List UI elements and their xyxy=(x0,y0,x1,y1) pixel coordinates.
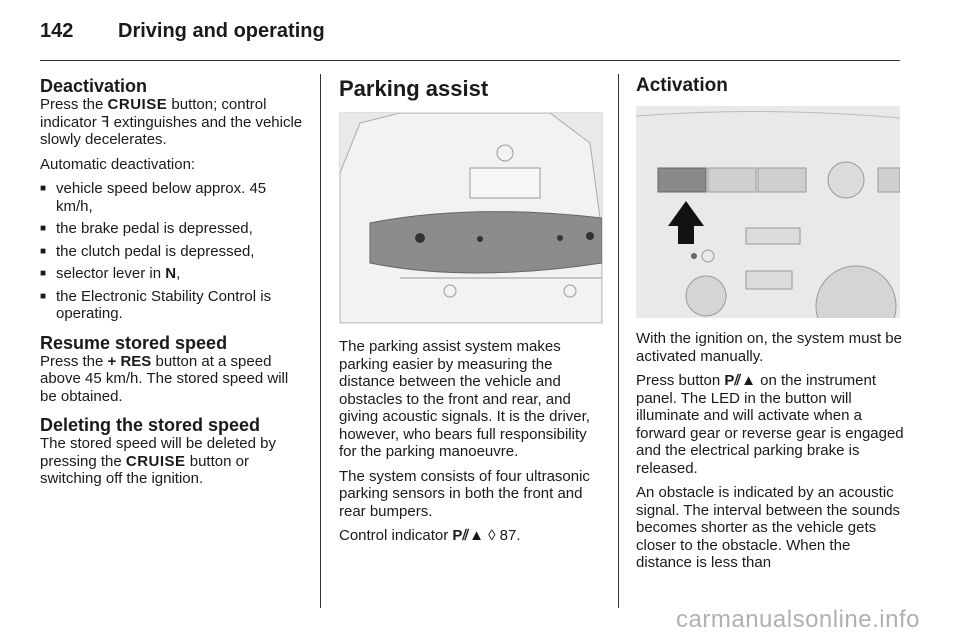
parking-assist-heading: Parking assist xyxy=(339,76,489,101)
activation-heading: Activation xyxy=(636,75,728,96)
activation-p3: An obstacle is indicated by an acoustic signal. The interval between the sounds becomes shorter as the vehicle gets closer to the obstacle. When the distance is less than xyxy=(636,484,901,571)
parking-assist-button-icon: P⫽▲ xyxy=(724,372,756,389)
parking-assist-p2: The system consists of four ultrasonic parking sensors in both the front and rear bumpers. xyxy=(339,467,590,520)
cruise-indicator-icon: ꟻ xyxy=(100,113,110,131)
page-number: 142 xyxy=(40,20,74,42)
list-item: ■ vehicle speed below approx. 45 km/h, xyxy=(40,180,306,215)
list-item: ■ selector lever in N, xyxy=(40,265,306,283)
column-divider xyxy=(618,74,619,608)
resume-heading: Resume stored speed xyxy=(40,332,228,353)
delete-text: The stored speed will be deleted by pressing the CRUISE button or switching off the ignition. xyxy=(40,435,276,487)
delete-heading: Deleting the stored speed xyxy=(40,415,261,435)
list-item: ■ the Electronic Stability Control is operating. xyxy=(40,288,306,323)
resume-text: Press the + RES button at a speed above 45 km/h. The stored speed will be obtained. xyxy=(40,352,289,405)
column-divider xyxy=(320,74,321,608)
list-item: ■ the clutch pedal is depressed, xyxy=(40,243,306,261)
watermark: carmanualsonline.info xyxy=(676,606,920,633)
column-middle xyxy=(339,76,604,552)
rear-bumper-illustration xyxy=(339,112,603,324)
deactivation-heading: Deactivation xyxy=(40,76,148,96)
activation-p1: With the ignition on, the system must be activated manually. xyxy=(636,330,902,365)
list-item: ■ the brake pedal is depressed, xyxy=(40,220,306,238)
page-header xyxy=(40,20,920,50)
deactivation-text: Press the CRUISE button; control indicator ꟻ extinguishes and the vehicle slowly decelerates. xyxy=(40,96,303,148)
activation-p2: Press button P⫽▲ on the instrument panel. The LED in the button will illuminate and will activate when a forward gear or reverse gear is engaged and the electrical parking brake is released. xyxy=(636,372,904,477)
parking-assist-icon: P⫽▲ xyxy=(452,527,484,544)
cruise-button-label: CRUISE xyxy=(107,96,168,113)
header-rule xyxy=(40,60,900,61)
section-title: Driving and operating xyxy=(118,20,325,42)
column-left xyxy=(40,76,306,495)
parking-assist-p1: The parking assist system makes parking easier by measuring the distance between the vehicle and obstacles to the front and rear, and giving acoustic signals. It is the driver, however, who bears full responsibility for the parking manoeuvre. xyxy=(339,338,590,460)
deactivation-list xyxy=(40,180,306,323)
column-right xyxy=(636,76,906,579)
instrument-panel-illustration xyxy=(636,106,900,318)
parking-assist-p3: Control indicator P⫽▲ ◊ 87. xyxy=(339,527,521,544)
auto-deactivation-label: Automatic deactivation: xyxy=(40,155,196,173)
